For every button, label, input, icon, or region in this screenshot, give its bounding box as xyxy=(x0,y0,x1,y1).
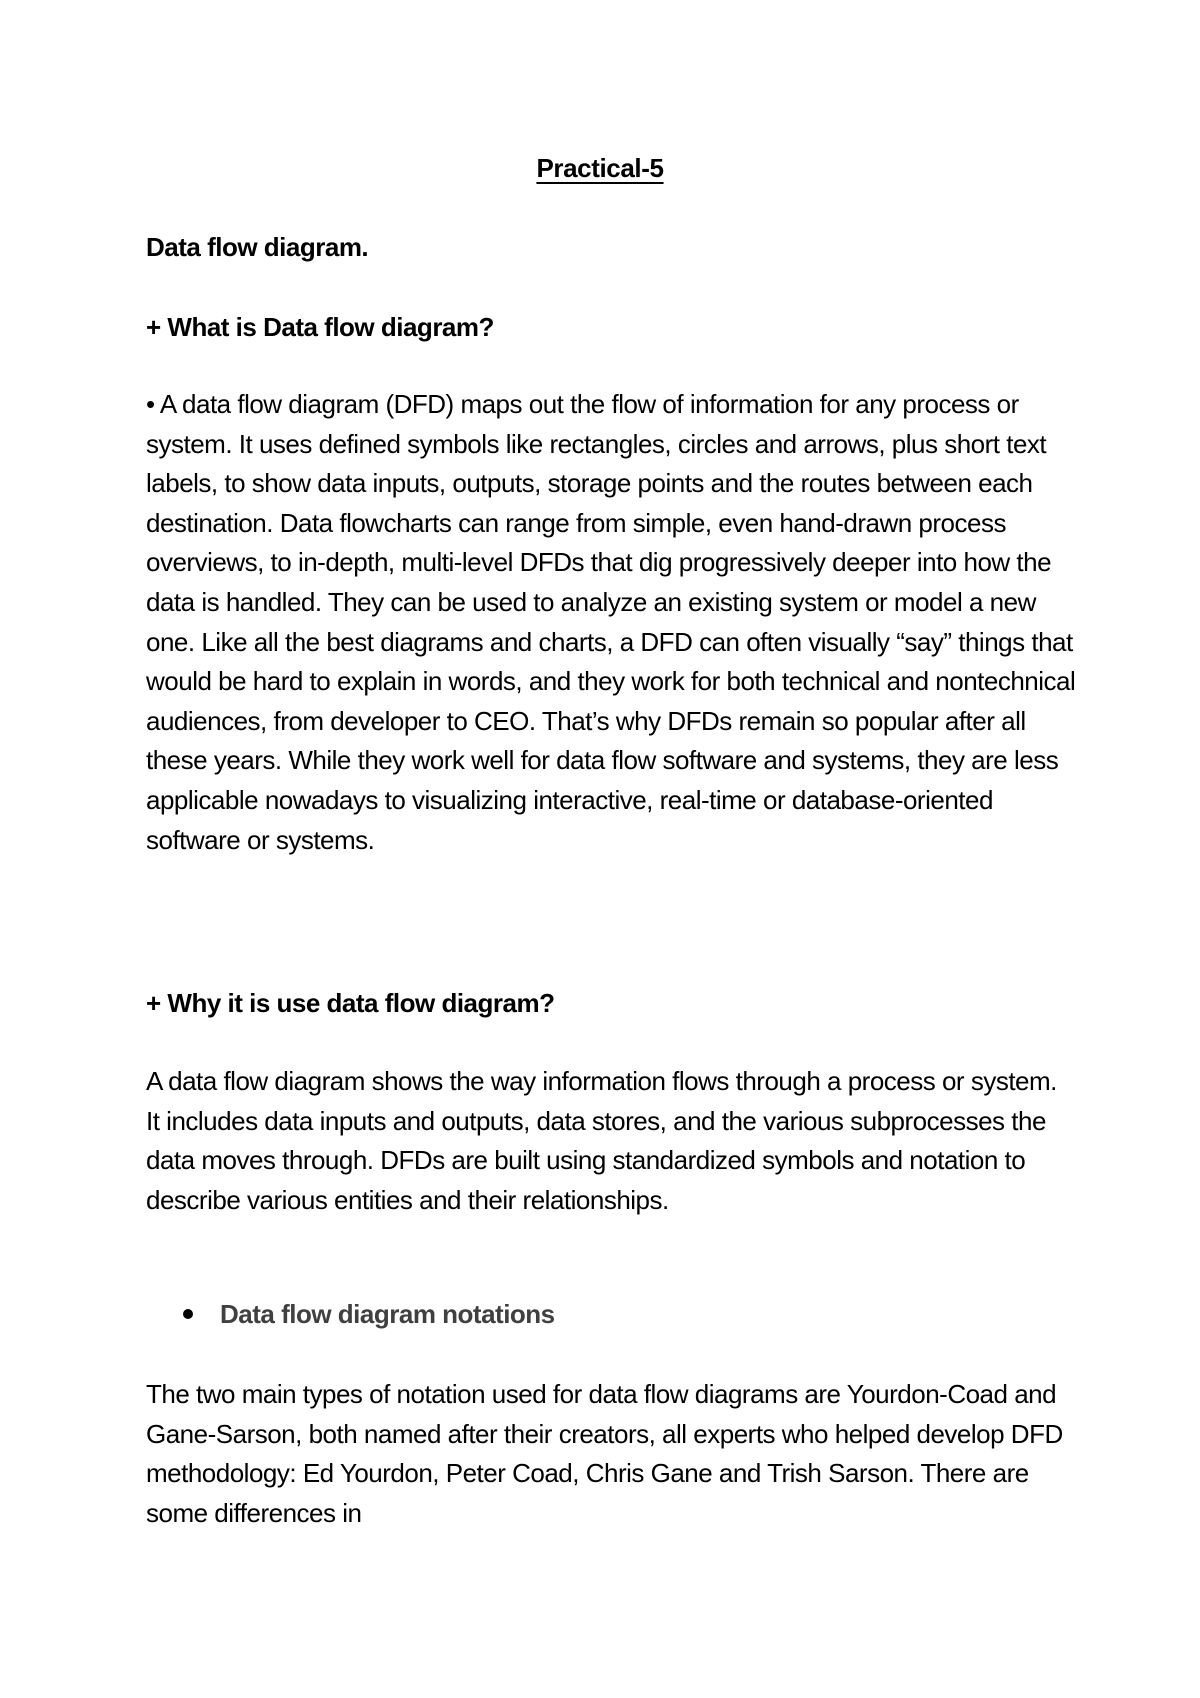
section-heading-why-use-dfd: + Why it is use data flow diagram? xyxy=(146,988,555,1018)
bullet-icon xyxy=(183,1309,193,1319)
page-title xyxy=(0,150,1200,186)
paragraph-notations: The two main types of notation used for data flow diagrams are Yourdon-Coad and Gane-Sarson, both named after their creators, all experts who helped develop DFD methodology: Ed Yourdon, Peter Coad, Chris Gane and Trish Sarson. There are some differences in xyxy=(146,1379,1063,1528)
document-subtitle: Data flow diagram. xyxy=(146,232,369,262)
page-title-text: Practical-5 xyxy=(536,153,664,183)
section-heading-what-is-dfd: + What is Data flow diagram? xyxy=(146,312,494,342)
bullet-item-notations xyxy=(183,1296,555,1332)
bullet-heading-notations: Data flow diagram notations xyxy=(220,1299,555,1329)
paragraph-why-use-dfd: A data flow diagram shows the way information flows through a process or system. It includes data inputs and outputs, data stores, and the various subprocesses the data moves through. DFDs are built using standardized symbols and notation to describe various entities and their relationships. xyxy=(146,1066,1057,1215)
paragraph-what-is-dfd: • A data flow diagram (DFD) maps out the flow of information for any process or system. It uses defined symbols like rectangles, circles and arrows, plus short text labels, to show data inputs, outputs, storage points and the routes between each destination. Data flowcharts can range from simple, even hand-drawn process overviews, to in-depth, multi-level DFDs that dig progressively deeper into how the data is handled. They can be used to analyze an existing system or model a new one. Like all the best diagrams and charts, a DFD can often visually “say” things that would be hard to explain in words, and they work for both technical and nontechnical audiences, from developer to CEO. That’s why DFDs remain so popular after all these years. While they work well for data flow software and systems, they are less applicable nowadays to visualizing interactive, real-time or database-oriented software or systems. xyxy=(146,389,1076,855)
